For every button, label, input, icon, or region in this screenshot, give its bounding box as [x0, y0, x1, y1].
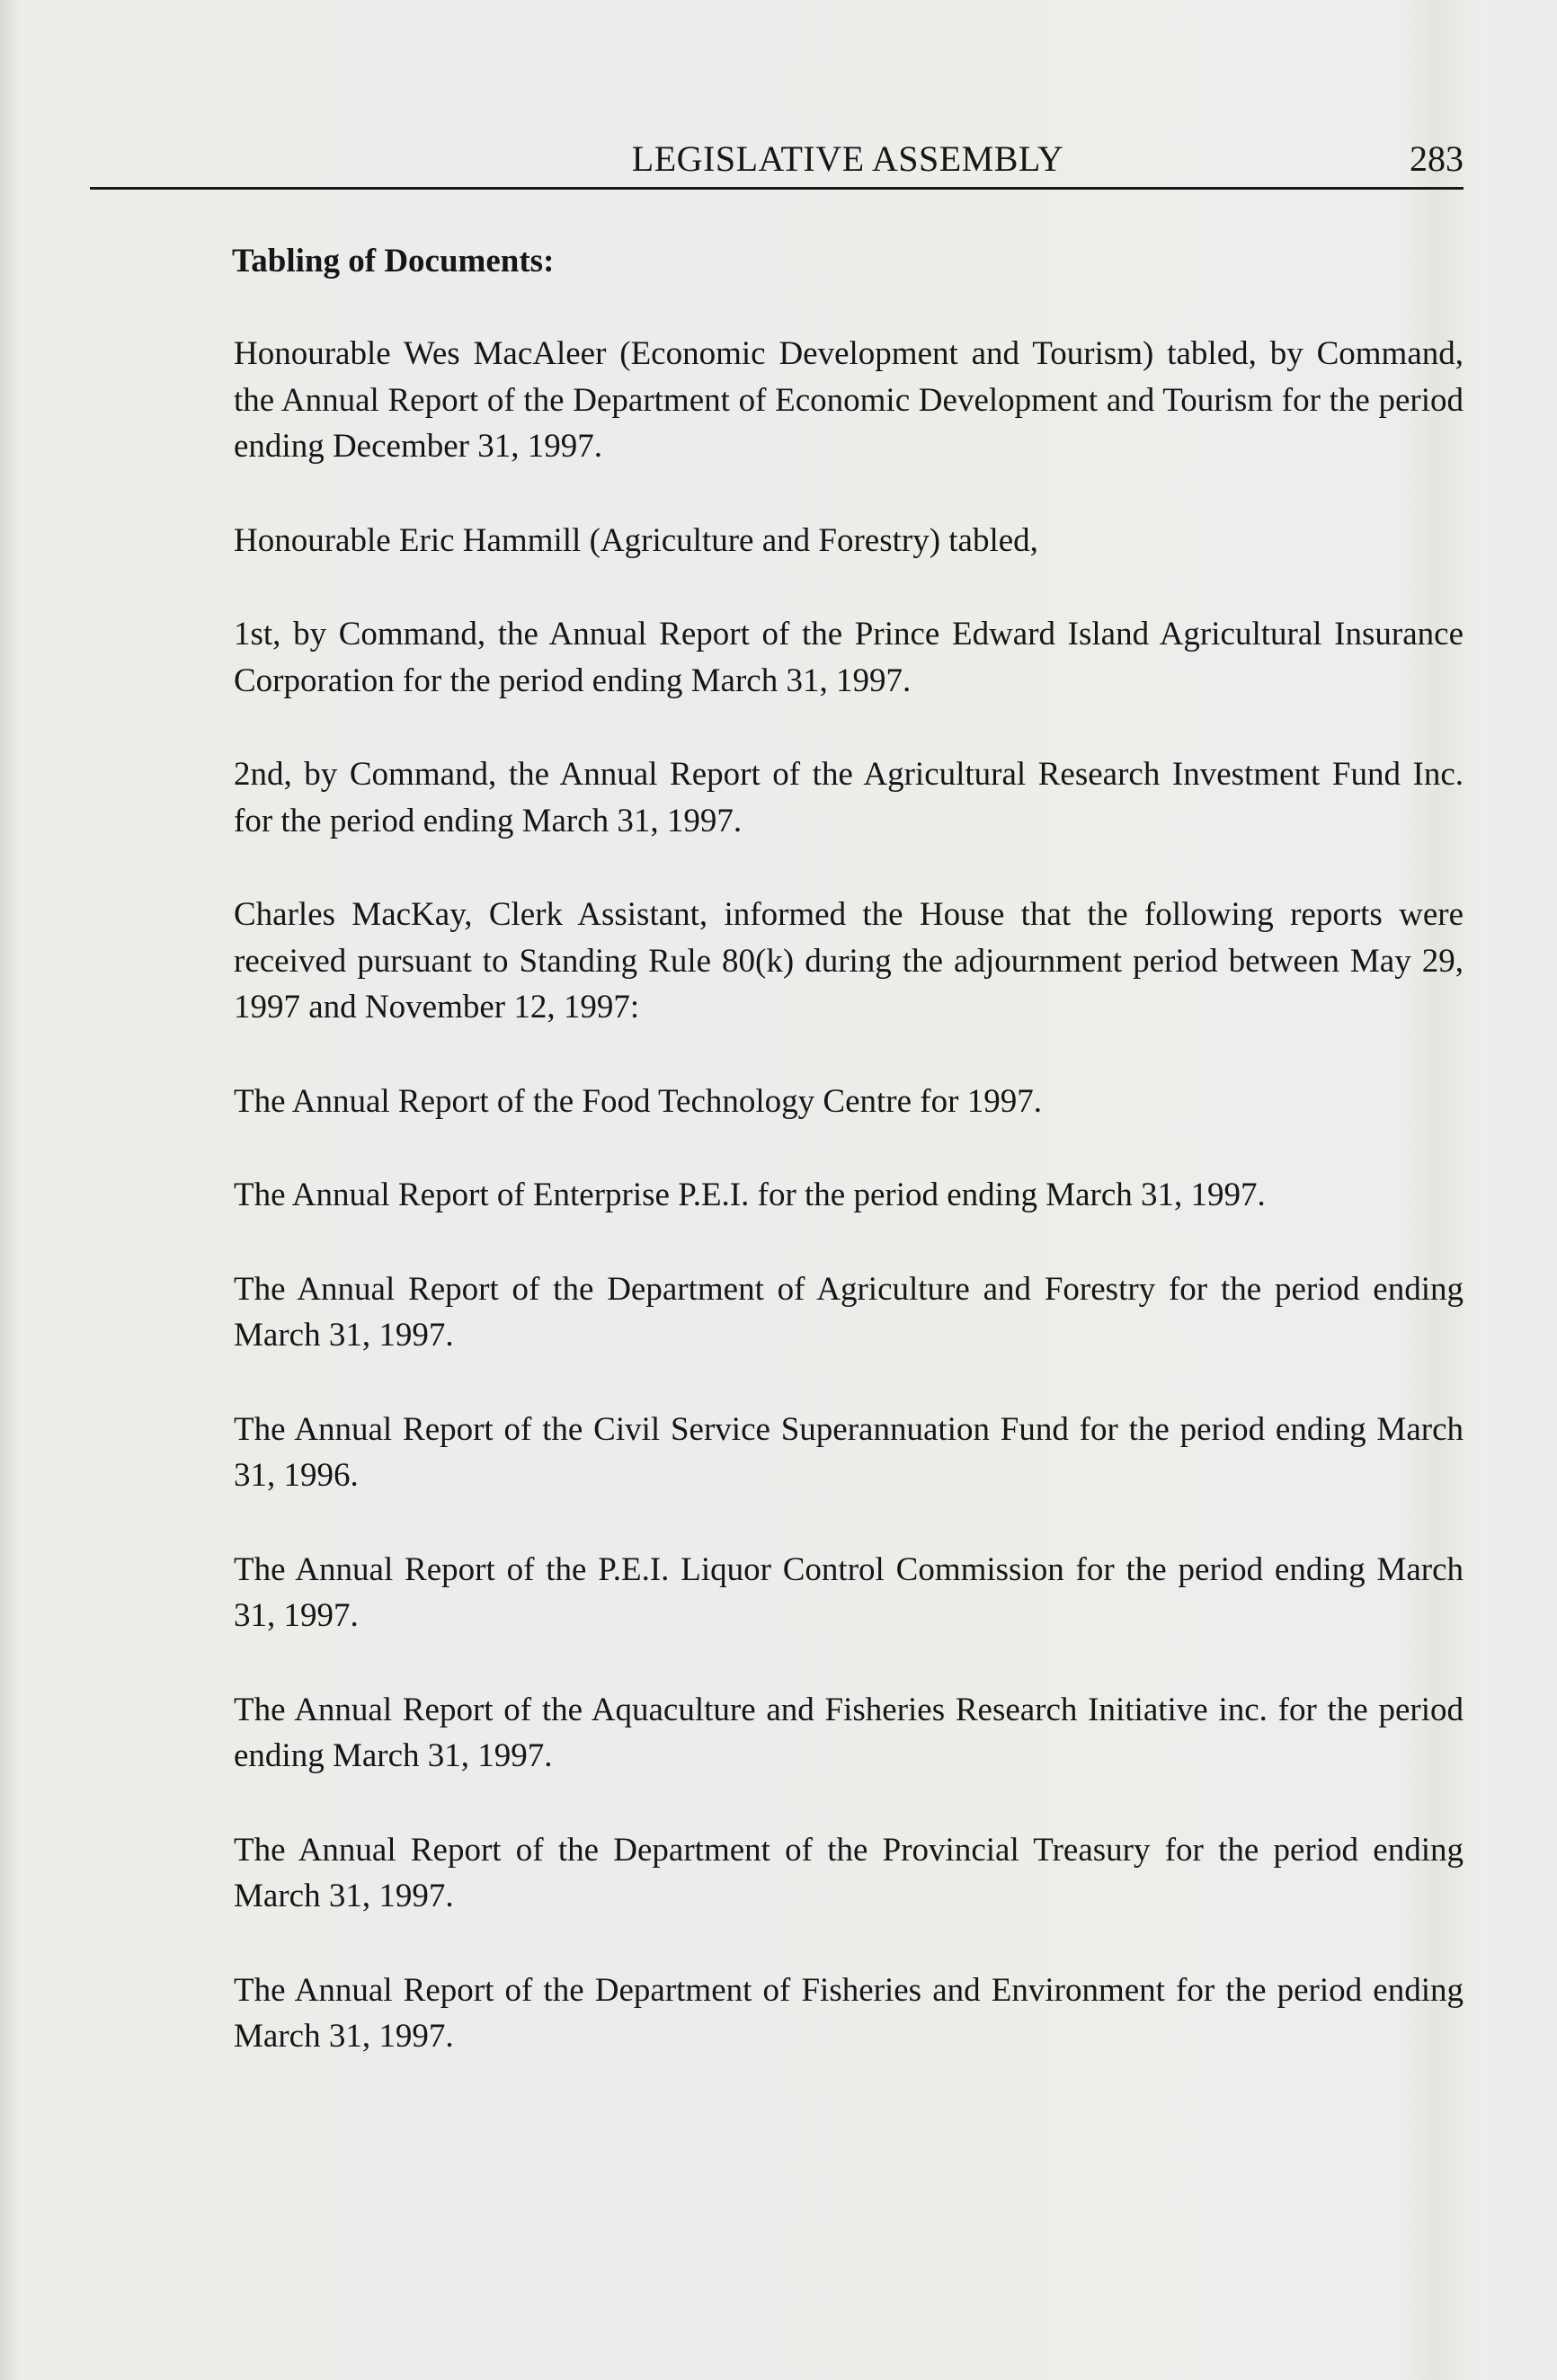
report-item: The Annual Report of the Aquaculture and Fisheries Research Initiative inc. for the period ending March 31, 1997.: [234, 1691, 1464, 1774]
report-item: The Annual Report of the Department of Fisheries and Environment for the period ending March 31, 1997.: [234, 1971, 1464, 2055]
report-item: The Annual Report of the Department of Agriculture and Forestry for the period ending March 31, 1997.: [234, 1270, 1464, 1354]
paragraph-second-item: 2nd, by Command, the Annual Report of the Agricultural Research Investment Fund Inc. for the period ending March 31, 1997.: [234, 756, 1464, 839]
report-item: The Annual Report of the Department of the Provincial Treasury for the period ending March 31, 1997.: [234, 1831, 1464, 1914]
paragraph-hammill-tabling: Honourable Eric Hammill (Agriculture and Forestry) tabled,: [234, 521, 1038, 559]
section-heading: Tabling of Documents:: [232, 243, 555, 280]
page-number: 283: [1410, 138, 1464, 179]
document-body: [234, 331, 1464, 2108]
report-item: The Annual Report of the Civil Service Superannuation Fund for the period ending March 31, 1996.: [234, 1410, 1464, 1494]
paragraph-macaleer-tabling: Honourable Wes MacAleer (Economic Development and Tourism) tabled, by Command, the Annual Report of the Department of Economic Development and Tourism for the period ending December 31, 1997.: [234, 335, 1464, 465]
header-title: LEGISLATIVE ASSEMBLY: [631, 138, 1064, 179]
report-item: The Annual Report of Enterprise P.E.I. for the period ending March 31, 1997.: [234, 1177, 1266, 1213]
header-rule: [90, 187, 1464, 190]
report-item: The Annual Report of the Food Technology Centre for 1997.: [234, 1082, 1042, 1120]
report-item: The Annual Report of the P.E.I. Liquor Control Commission for the period ending March 31, 1997.: [234, 1550, 1464, 1634]
running-header: [232, 137, 1464, 182]
paragraph-clerk-notice: Charles MacKay, Clerk Assistant, informed the House that the following reports were received pursuant to Standing Rule 80(k) during the adjournment period between May 29, 1997 and November 12, 1997:: [234, 896, 1464, 1026]
paragraph-first-item: 1st, by Command, the Annual Report of the Prince Edward Island Agricultural Insurance Corporation for the period ending March 31, 1997.: [234, 616, 1464, 699]
